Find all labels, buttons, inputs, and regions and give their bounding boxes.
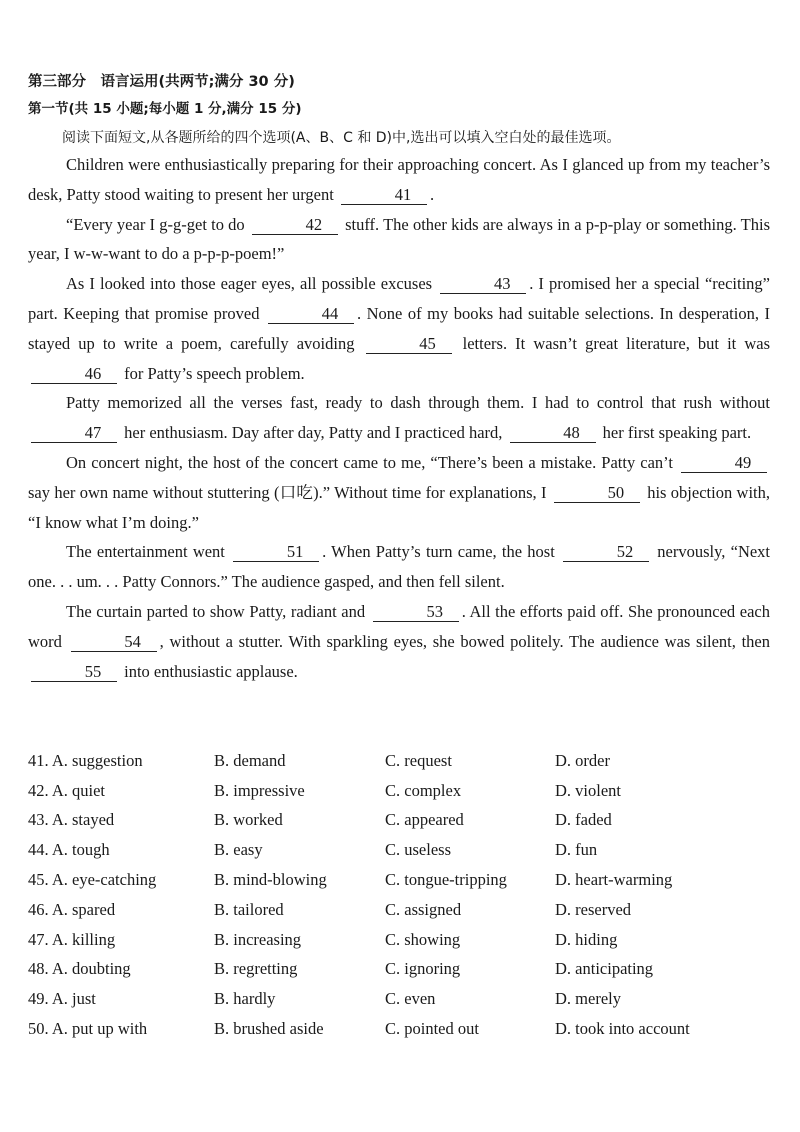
- option-d: D. reserved: [555, 899, 632, 919]
- option-b: B. regretting: [214, 959, 298, 979]
- passage-text: . None of my books had suitable selections. In desperation, I stayed up to write a poem, carefully avoiding: [28, 303, 770, 353]
- option-c: C. ignoring: [385, 959, 461, 979]
- passage-text: “Every year I g-g-get to do: [66, 214, 245, 234]
- option-b: B. easy: [214, 840, 263, 860]
- blank-54: 54: [71, 632, 157, 652]
- options-row-48: [28, 955, 788, 985]
- option-d: D. merely: [555, 989, 621, 1009]
- option-b: B. hardly: [214, 989, 276, 1009]
- option-c: C. even: [385, 989, 436, 1009]
- passage-text: .: [429, 184, 435, 204]
- passage-text: into enthusiastic applause.: [124, 661, 298, 681]
- blank-47: 47: [31, 423, 117, 443]
- option-b: B. worked: [214, 810, 283, 830]
- option-b: B. impressive: [214, 780, 305, 800]
- instructions: 阅读下面短文,从各题所给的四个选项(A、B、C 和 D)中,选出可以填入空白处的最佳选项。: [62, 130, 621, 146]
- paragraph-7: [28, 597, 770, 686]
- option-c: C. appeared: [385, 810, 464, 830]
- passage-text: . When Patty’s turn came, the host: [322, 542, 555, 562]
- option-d: D. faded: [555, 810, 612, 830]
- option-b: B. increasing: [214, 929, 302, 949]
- paragraph-2: [28, 210, 770, 270]
- blank-45: 45: [366, 334, 452, 354]
- option-a: 44. A. tough: [28, 840, 110, 860]
- option-a: 42. A. quiet: [28, 780, 105, 800]
- option-a: 50. A. put up with: [28, 1019, 148, 1039]
- blank-42: 42: [252, 215, 338, 235]
- passage-text: for Patty’s speech problem.: [124, 363, 305, 383]
- option-d: D. anticipating: [555, 959, 654, 979]
- option-b: B. mind-blowing: [214, 870, 327, 890]
- passage-text: , without a stutter. With sparkling eyes, she bowed politely. The audience was silent, then: [159, 631, 771, 651]
- options-row-43: [28, 806, 788, 836]
- option-a: 46. A. spared: [28, 899, 116, 919]
- passage-text: his objection with, “I know what I’m doing.”: [28, 482, 771, 532]
- passage-text: her first speaking part.: [602, 423, 752, 443]
- paragraph-1: [28, 150, 770, 210]
- passage-text: stuff. The other kids are always in a p-p-play or something. This year, I w-w-want to do a p-p-p-poem!”: [28, 214, 770, 264]
- option-c: C. complex: [385, 780, 462, 800]
- options-row-44: [28, 835, 788, 865]
- option-a: 41. A. suggestion: [28, 750, 143, 770]
- blank-55: 55: [31, 662, 117, 682]
- options-row-50: [28, 1014, 788, 1044]
- option-a: 43. A. stayed: [28, 810, 115, 830]
- blank-44: 44: [268, 304, 354, 324]
- blank-50: 50: [554, 483, 640, 503]
- paragraph-5: [28, 448, 770, 537]
- passage-text: . All the efforts paid off. She pronounced each word: [28, 601, 770, 651]
- answer-options: [28, 746, 788, 1044]
- blank-41: 41: [341, 185, 427, 205]
- option-d: D. heart-warming: [555, 870, 673, 890]
- option-c: C. request: [385, 750, 452, 770]
- passage-text: . I promised her a special “reciting” part. Keeping that promise proved: [28, 274, 770, 323]
- paragraph-6: [28, 537, 770, 597]
- subsection-title: 第一节(共 15 小题;每小题 1 分,满分 15 分): [28, 101, 302, 117]
- options-row-47: [28, 925, 788, 955]
- options-row-42: [28, 776, 788, 806]
- option-d: D. took into account: [555, 1019, 690, 1039]
- passage-text: letters. It wasn’t great literature, but it was: [462, 333, 770, 353]
- passage-text: Children were enthusiastically preparing for their approaching concert. As I glanced up from my teacher’s desk, Patty stood waiting to present her urgent: [28, 155, 770, 204]
- option-c: C. assigned: [385, 899, 462, 919]
- paragraph-4: [28, 388, 770, 448]
- option-b: B. demand: [214, 750, 286, 770]
- option-c: C. showing: [385, 929, 461, 949]
- blank-46: 46: [31, 364, 117, 384]
- passage-text: Patty memorized all the verses fast, ready to dash through them. I had to control that rush without: [66, 393, 770, 413]
- blank-48: 48: [510, 423, 596, 443]
- passage-text: say her own name without stuttering (口吃).” Without time for explanations, I: [28, 482, 547, 502]
- option-a: 45. A. eye-catching: [28, 870, 157, 890]
- options-row-49: [28, 984, 788, 1014]
- option-d: D. order: [555, 750, 610, 770]
- section-title: 第三部分 语言运用(共两节;满分 30 分): [28, 74, 295, 90]
- blank-51: 51: [233, 542, 319, 562]
- passage-text: her enthusiasm. Day after day, Patty and I practiced hard,: [124, 423, 503, 443]
- option-d: D. hiding: [555, 929, 618, 949]
- passage-text: On concert night, the host of the concert came to me, “There’s been a mistake. Patty can’t: [66, 452, 673, 472]
- option-a: 49. A. just: [28, 989, 96, 1009]
- option-b: B. tailored: [214, 899, 284, 919]
- blank-52: 52: [563, 542, 649, 562]
- passage-text: The entertainment went: [66, 542, 225, 562]
- option-d: D. violent: [555, 780, 621, 800]
- options-row-45: [28, 865, 788, 895]
- passage-text: nervously, “Next one. . . um. . . Patty Connors.” The audience gasped, and then fell silent.: [28, 542, 771, 592]
- option-c: C. tongue-tripping: [385, 870, 507, 890]
- cloze-passage: [28, 150, 770, 686]
- blank-49: 49: [681, 453, 767, 473]
- option-c: C. useless: [385, 840, 451, 860]
- option-b: B. brushed aside: [214, 1019, 324, 1039]
- options-row-46: [28, 895, 788, 925]
- passage-text: The curtain parted to show Patty, radiant and: [66, 601, 366, 621]
- option-a: 48. A. doubting: [28, 959, 131, 979]
- option-d: D. fun: [555, 840, 598, 860]
- option-c: C. pointed out: [385, 1019, 479, 1039]
- blank-53: 53: [373, 602, 459, 622]
- passage-text: As I looked into those eager eyes, all possible excuses: [66, 274, 433, 294]
- blank-43: 43: [440, 274, 526, 294]
- option-a: 47. A. killing: [28, 929, 116, 949]
- paragraph-3: [28, 269, 770, 388]
- options-row-41: [28, 746, 788, 776]
